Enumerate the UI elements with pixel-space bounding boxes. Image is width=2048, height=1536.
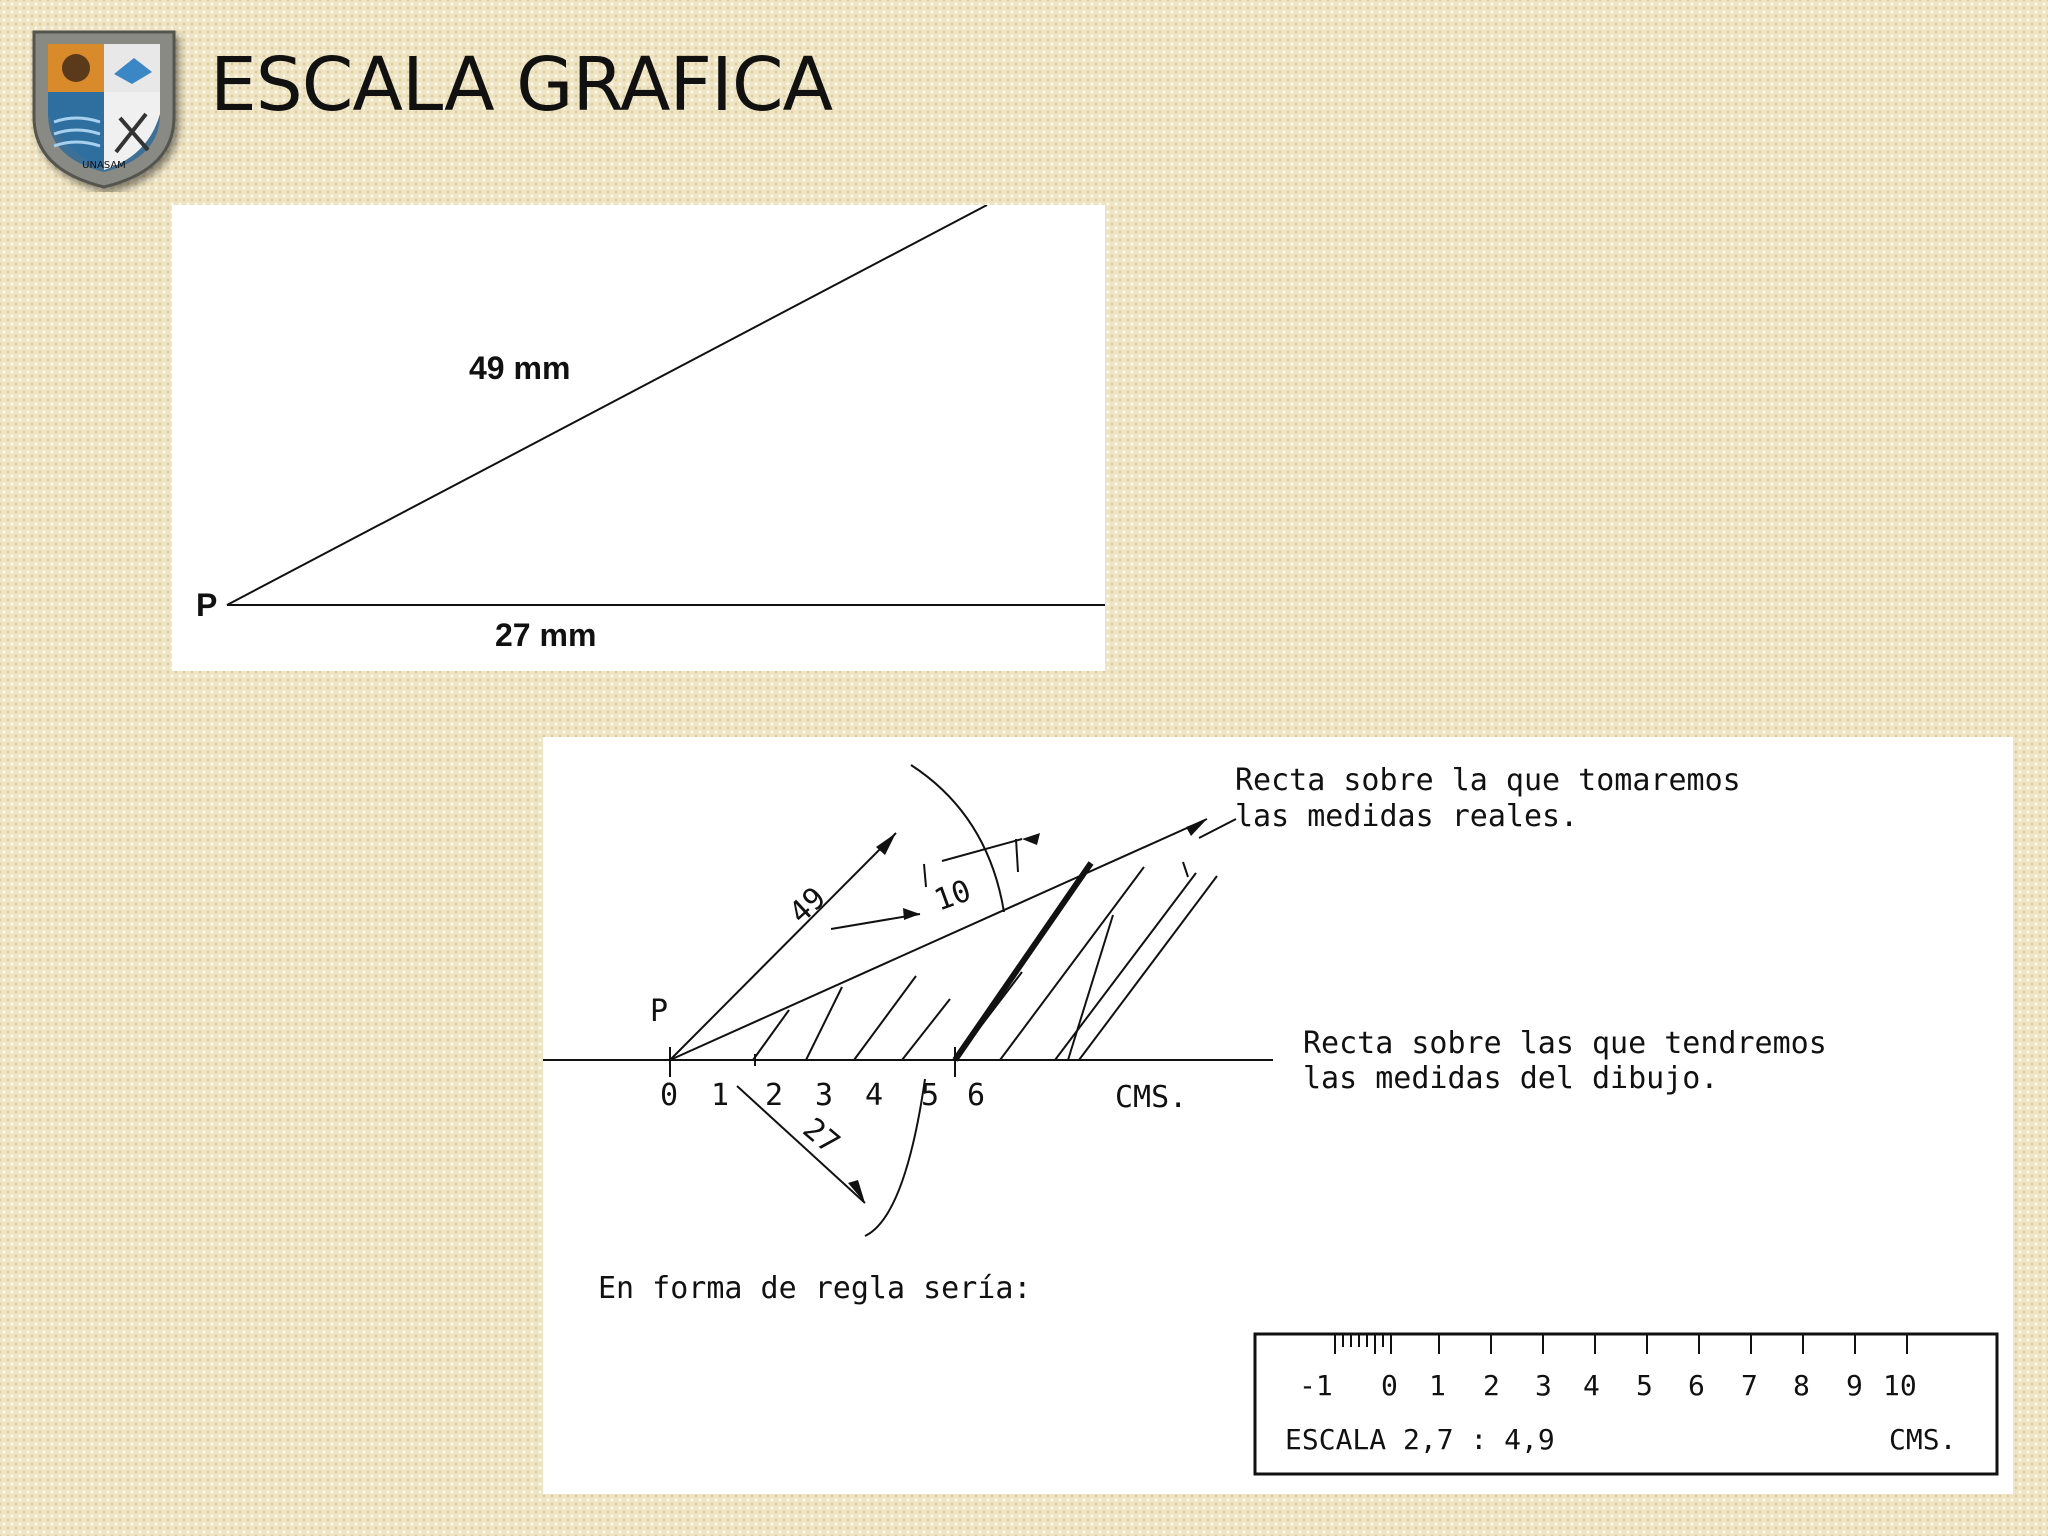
unit-label: CMS. (1115, 1080, 1188, 1115)
dimension-27-line (737, 1086, 865, 1203)
tick-label: 5 (921, 1078, 940, 1113)
tick-label: 2 (765, 1078, 784, 1113)
triangle-figure (172, 205, 1105, 671)
scale-construction-figure (543, 737, 2013, 1494)
ruler-tick-label: 10 (1883, 1369, 1917, 1402)
note-drawing-line-2: las medidas del dibujo. (1303, 1061, 1719, 1096)
ruler-tick-label: 6 (1688, 1369, 1705, 1402)
university-shield-logo (24, 22, 192, 192)
note-drawing-line-1: Recta sobre las que tendremos (1303, 1026, 1827, 1061)
point-p-label: P (196, 587, 218, 623)
hypotenuse-length-label: 49 mm (469, 350, 571, 386)
ruler-tick-label: 1 (1429, 1369, 1446, 1402)
ruler-tick-label: 7 (1741, 1369, 1758, 1402)
dimension-27-label: 27 (795, 1111, 847, 1162)
ruler-tick-label: 0 (1381, 1369, 1398, 1402)
graphic-ruler (1255, 1334, 1997, 1474)
ruler-caption: En forma de regla sería: (598, 1271, 1032, 1306)
real-measures-line (670, 819, 1207, 1060)
slide-title: ESCALA GRAFICA (210, 42, 833, 128)
tick-label: 4 (865, 1078, 884, 1113)
ruler-unit-label: CMS. (1889, 1423, 1957, 1456)
ruler-tick-label: 2 (1483, 1369, 1500, 1402)
tick-label: 1 (711, 1078, 730, 1113)
base-length-label: 27 mm (495, 617, 597, 653)
logo-text: UNASAM (82, 160, 126, 171)
tick-label: 0 (660, 1078, 679, 1113)
ruler-tick-label: 5 (1636, 1369, 1653, 1402)
tick-label: 3 (815, 1078, 834, 1113)
point-p-label-bottom: P (650, 994, 669, 1029)
ruler-tick-label: 4 (1583, 1369, 1600, 1402)
ruler-scale-label: ESCALA 2,7 : 4,9 (1285, 1423, 1555, 1456)
hypotenuse-line (227, 205, 987, 605)
dimension-10-label: 10 (929, 873, 976, 919)
tick-label: 6 (967, 1078, 986, 1113)
note-real-line-1: Recta sobre la que tomaremos (1235, 763, 1741, 798)
ruler-tick-label: 8 (1793, 1369, 1810, 1402)
ruler-tick-label: -1 (1299, 1369, 1333, 1402)
dimension-49-line (670, 833, 896, 1060)
dimension-49-label: 49 (782, 880, 833, 931)
ruler-tick-label: 3 (1535, 1369, 1552, 1402)
note-real-line-2: las medidas reales. (1235, 799, 1579, 834)
ruler-tick-label: 9 (1846, 1369, 1863, 1402)
